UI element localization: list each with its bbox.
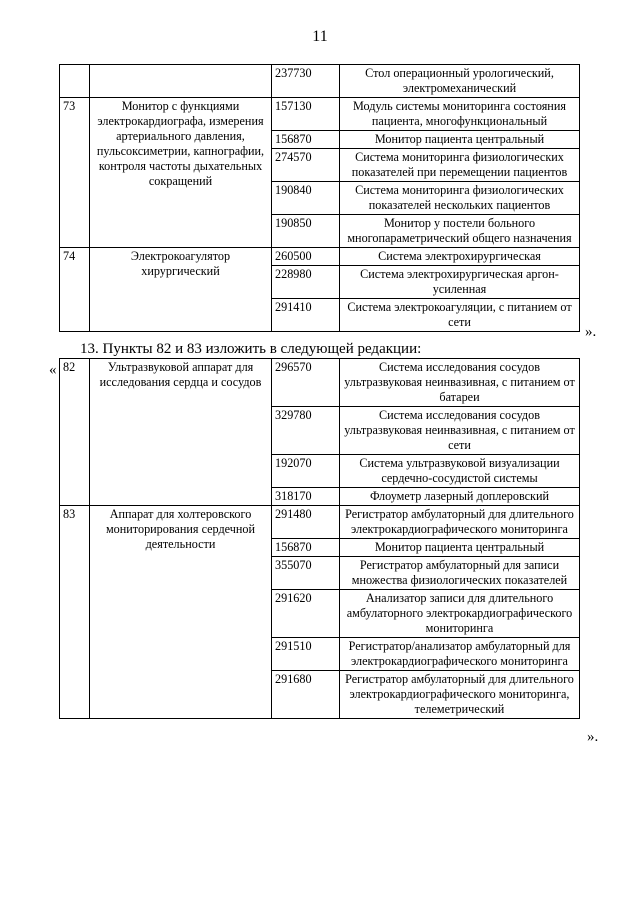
system-cell: Система электрокоагуляции, с питанием от сети — [340, 299, 580, 332]
code-cell: 355070 — [272, 557, 340, 590]
code-cell: 291480 — [272, 506, 340, 539]
closing-quote: ». — [585, 324, 597, 340]
table-row — [60, 506, 580, 539]
system-cell: Модуль системы мониторинга состояния пациента, многофункциональный — [340, 98, 580, 131]
device-name — [90, 65, 272, 98]
system-cell: Монитор пациента центральный — [340, 539, 580, 557]
code-cell: 291620 — [272, 590, 340, 638]
system-cell: Регистратор амбулаторный для длительного электрокардиографического мониторинга — [340, 506, 580, 539]
code-cell: 192070 — [272, 455, 340, 488]
page-number: 11 — [312, 28, 328, 45]
code-cell: 237730 — [272, 65, 340, 98]
item-number: 73 — [60, 98, 90, 248]
table-row — [60, 98, 580, 131]
system-cell: Система исследования сосудов ультразвуковая неинвазивная, с питанием от сети — [340, 407, 580, 455]
item-number — [60, 65, 90, 98]
code-cell: 190840 — [272, 182, 340, 215]
closing-quote: ». — [587, 729, 599, 745]
system-cell: Система электрохирургическая аргон-усиленная — [340, 266, 580, 299]
code-cell: 291510 — [272, 638, 340, 671]
system-cell: Регистратор амбулаторный для длительного электрокардиографического мониторинга, телеметрический — [340, 671, 580, 719]
code-cell: 228980 — [272, 266, 340, 299]
code-cell: 156870 — [272, 131, 340, 149]
system-cell: Регистратор/анализатор амбулаторный для электрокардиографического мониторинга — [340, 638, 580, 671]
device-name: Ультразвуковой аппарат для исследования сердца и сосудов — [90, 359, 272, 506]
system-cell: Флоуметр лазерный доплеровский — [340, 488, 580, 506]
item-number: 82 — [60, 359, 90, 506]
system-cell: Система мониторинга физиологических показателей нескольких пациентов — [340, 182, 580, 215]
system-cell: Регистратор амбулаторный для записи множества физиологических показателей — [340, 557, 580, 590]
system-cell: Система электрохирургическая — [340, 248, 580, 266]
code-cell: 156870 — [272, 539, 340, 557]
system-cell: Монитор пациента центральный — [340, 131, 580, 149]
table-row — [60, 359, 580, 407]
code-cell: 318170 — [272, 488, 340, 506]
code-cell: 296570 — [272, 359, 340, 407]
code-cell: 190850 — [272, 215, 340, 248]
device-name: Электрокоагулятор хирургический — [90, 248, 272, 332]
device-name: Аппарат для холтеровского мониторирования сердечной деятельности — [90, 506, 272, 719]
item-number: 83 — [60, 506, 90, 719]
equipment-table-2 — [59, 358, 580, 719]
code-cell: 291680 — [272, 671, 340, 719]
code-cell: 291410 — [272, 299, 340, 332]
code-cell: 274570 — [272, 149, 340, 182]
system-cell: Анализатор записи для длительного амбулаторного электрокардиографического мониторинга — [340, 590, 580, 638]
table-row — [60, 248, 580, 266]
system-cell: Стол операционный урологический, электромеханический — [340, 65, 580, 98]
system-cell: Монитор у постели больного многопараметрический общего назначения — [340, 215, 580, 248]
device-name: Монитор с функциями электрокардиографа, измерения артериального давления, пульсоксиметрии, капнографии, контроля частоты дыхательных сокращений — [90, 98, 272, 248]
table-row — [60, 65, 580, 98]
system-cell: Система ультразвуковой визуализации сердечно-сосудистой системы — [340, 455, 580, 488]
opening-quote: « — [49, 362, 57, 378]
code-cell: 157130 — [272, 98, 340, 131]
system-cell: Система мониторинга физиологических показателей при перемещении пациентов — [340, 149, 580, 182]
equipment-table-1 — [59, 64, 580, 332]
code-cell: 329780 — [272, 407, 340, 455]
system-cell: Система исследования сосудов ультразвуковая неинвазивная, с питанием от батареи — [340, 359, 580, 407]
code-cell: 260500 — [272, 248, 340, 266]
section-heading: 13. Пункты 82 и 83 изложить в следующей редакции: — [80, 341, 422, 357]
item-number: 74 — [60, 248, 90, 332]
